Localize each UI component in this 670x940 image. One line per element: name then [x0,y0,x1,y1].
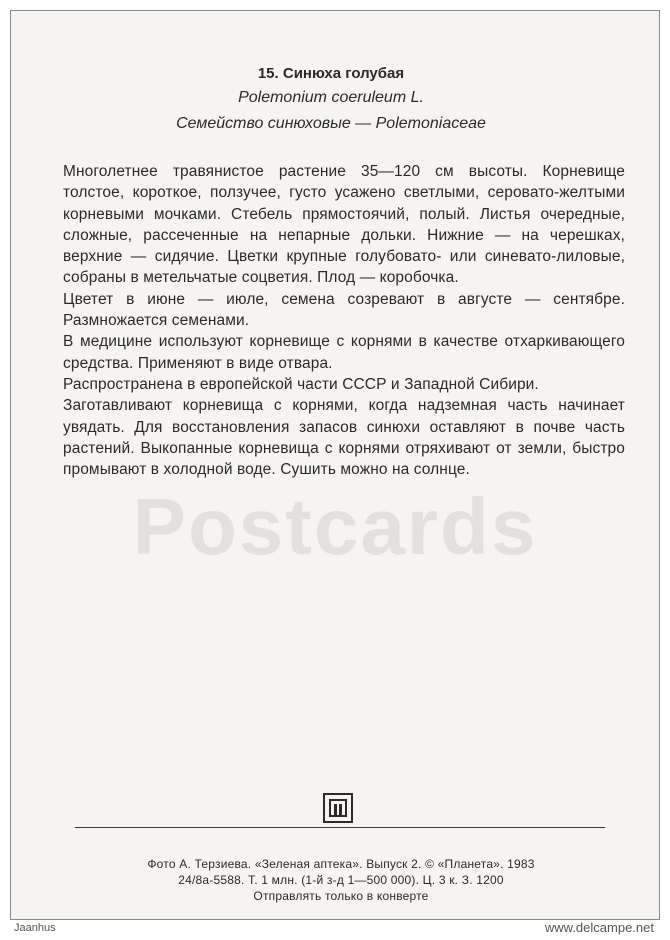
publisher-logo-icon [323,793,353,823]
latin-name: Polemonium coeruleum L. [238,89,424,106]
card-title: 15. Синюха голубая [257,65,405,82]
paragraph-flowering: Цветет в июне — июле, семена созревают в августе — сентябре. Размножается семенами. [63,290,625,330]
family-name: Семейство синюховые — Polemoniaceae [176,115,486,132]
description-text [63,161,625,480]
site-label-left: Jaanhus [14,922,56,934]
imprint-line-2: 24/8а-5588. Т. 1 млн. (1-й з-д 1—500 000). Ц. 3 к. З. 1200 [178,873,504,887]
watermark: Postcards [132,482,538,571]
imprint-line-3: Отправлять только в конверте [253,889,429,903]
imprint-line-1: Фото А. Терзиева. «Зеленая аптека». Выпуск 2. © «Планета». 1983 [147,857,535,871]
paragraph-distribution: Распространена в европейской части СССР и Западной Сибири. [63,375,539,393]
paragraph-description: Многолетнее травянистое растение 35—120 см высоты. Корневище толстое, короткое, ползучее, густо усажено светлыми, серовато-желтыми корневыми мочками. Стебель прямостоячий, полый. Листья очередные, сложные, рассеченные на непарные дольки. Нижние — на черешках, верхние — сидячие. Цветки крупные голубовато- или синевато-лиловые, собраны в метельчатые соцветия. Плод — коробочка. [63,163,625,287]
postcard-back [10,10,660,920]
site-label-right: www.delcampe.net [544,920,654,935]
paragraph-harvesting: Заготавливают корневища с корнями, когда надземная часть начинает увядать. Для восстановления запасов синюхи оставляют в почве часть растений. Выкопанные корневища с корнями отряхивают от земли, быстро промывают в холодной воде. Сушить можно на солнце. [63,397,625,479]
divider-line [75,827,605,828]
paragraph-medicine: В медицине используют корневище с корнями в качестве отхаркивающего средства. Применяют в виде отвара. [63,333,625,372]
